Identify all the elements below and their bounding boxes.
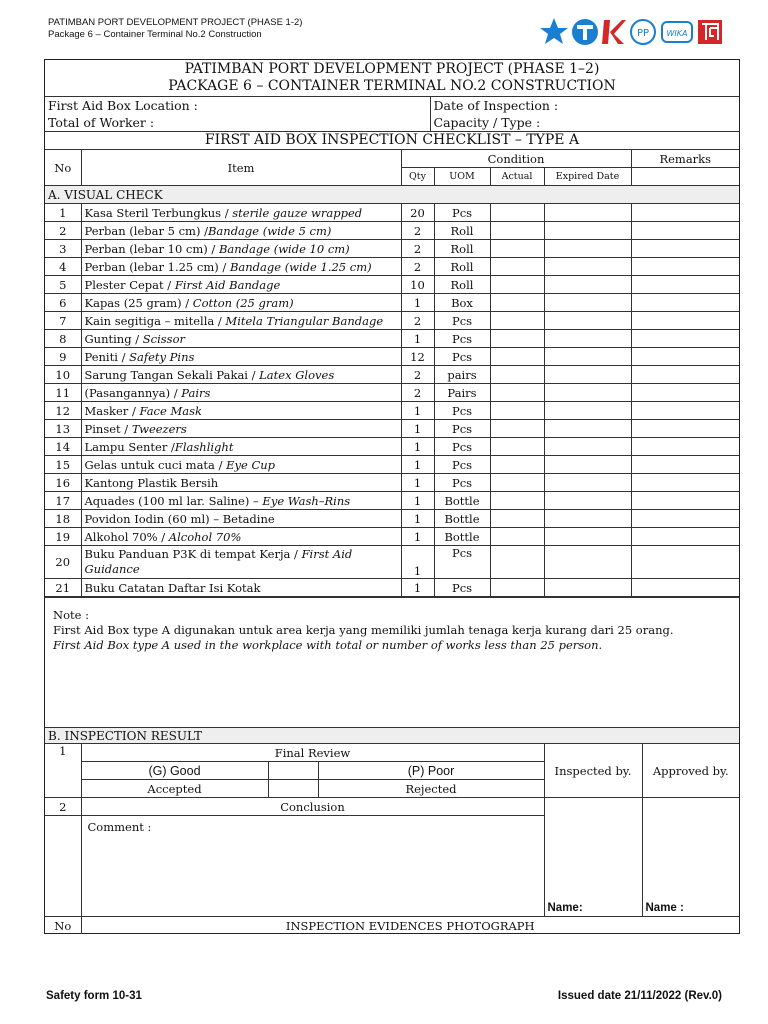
header-project: PATIMBAN PORT DEVELOPMENT PROJECT (PHASE 1-2) xyxy=(48,17,303,28)
row-uom: Pcs xyxy=(434,456,490,474)
row-qty: 2 xyxy=(401,312,434,330)
square-logo-icon xyxy=(698,20,722,44)
row-expired[interactable] xyxy=(544,294,631,312)
row-expired[interactable] xyxy=(544,330,631,348)
item-rows xyxy=(45,204,739,546)
note-english: First Aid Box type A used in the workplace with total or number of works less than 25 person. xyxy=(53,638,603,652)
row-qty: 12 xyxy=(401,348,434,366)
row-no: 14 xyxy=(45,438,81,456)
note-block xyxy=(45,597,739,727)
row-item: Perban (lebar 5 cm) /Bandage (wide 5 cm) xyxy=(81,222,401,240)
row-no: 8 xyxy=(45,330,81,348)
row-uom: Pcs xyxy=(434,348,490,366)
row-actual[interactable] xyxy=(490,366,544,384)
checklist-row xyxy=(45,204,739,222)
row-item: Peniti / Safety Pins xyxy=(81,348,401,366)
col-expired: Expired Date xyxy=(544,168,631,186)
col-uom: UOM xyxy=(434,168,490,186)
row-uom: Bottle xyxy=(434,510,490,528)
row-expired[interactable] xyxy=(544,402,631,420)
row-no: 4 xyxy=(45,258,81,276)
row-actual[interactable] xyxy=(490,438,544,456)
row-uom: Pcs xyxy=(434,312,490,330)
row-no: 6 xyxy=(45,294,81,312)
row-expired[interactable] xyxy=(544,222,631,240)
row-uom: Roll xyxy=(434,258,490,276)
row-no: 11 xyxy=(45,384,81,402)
row-actual[interactable] xyxy=(490,276,544,294)
row-21-item: Buku Catatan Daftar Isi Kotak xyxy=(81,579,401,597)
row-item: Lampu Senter /Flashlight xyxy=(81,438,401,456)
row-no: 17 xyxy=(45,492,81,510)
row-actual[interactable] xyxy=(490,222,544,240)
row-20-actual xyxy=(490,546,544,579)
row-actual[interactable] xyxy=(490,312,544,330)
row-item: Kain segitiga – mitella / Mitela Triangular Bandage xyxy=(81,312,401,330)
row-item: Pinset / Tweezers xyxy=(81,420,401,438)
row-qty: 1 xyxy=(401,420,434,438)
first-aid-location-label: First Aid Box Location : xyxy=(45,97,430,115)
total-worker-label: Total of Worker : xyxy=(45,114,430,132)
date-inspection-label: Date of Inspection : xyxy=(430,97,739,115)
row-uom: Pcs xyxy=(434,420,490,438)
row-actual[interactable] xyxy=(490,240,544,258)
row-qty: 2 xyxy=(401,240,434,258)
checklist-row xyxy=(45,402,739,420)
row-qty: 1 xyxy=(401,456,434,474)
row-qty: 20 xyxy=(401,204,434,222)
checklist-row xyxy=(45,294,739,312)
row-item: Kasa Steril Terbungkus / sterile gauze wrapped xyxy=(81,204,401,222)
row-no: 10 xyxy=(45,366,81,384)
row-expired[interactable] xyxy=(544,240,631,258)
star-logo-icon xyxy=(540,18,568,44)
checklist-row xyxy=(45,492,739,510)
rejected-label: Rejected xyxy=(318,780,544,798)
row-qty: 1 xyxy=(401,402,434,420)
note-indonesian: First Aid Box type A digunakan untuk area kerja yang memiliki jumlah tenaga kerja kurang dari 25 orang. xyxy=(53,623,674,637)
form-title: PATIMBAN PORT DEVELOPMENT PROJECT (PHASE 1–2) xyxy=(184,61,600,77)
row-actual[interactable] xyxy=(490,294,544,312)
row-remarks[interactable] xyxy=(631,330,739,348)
document-header xyxy=(48,17,302,41)
row-21-expired xyxy=(544,579,631,597)
row-actual[interactable] xyxy=(490,258,544,276)
row-no: 5 xyxy=(45,276,81,294)
row-expired[interactable] xyxy=(544,204,631,222)
pp-logo-icon xyxy=(631,20,655,44)
section-visual-check: A. VISUAL CHECK xyxy=(45,186,739,204)
row-21-qty: 1 xyxy=(401,579,434,597)
row-21-uom: Pcs xyxy=(434,579,490,597)
inspected-by-label: Inspected by. xyxy=(544,744,642,798)
header-package: Package 6 – Container Terminal No.2 Construction xyxy=(48,29,262,40)
row-remarks[interactable] xyxy=(631,456,739,474)
row-uom: Pairs xyxy=(434,384,490,402)
row-item: Plester Cepat / First Aid Bandage xyxy=(81,276,401,294)
row-item: Perban (lebar 10 cm) / Bandage (wide 10 cm) xyxy=(81,240,401,258)
row-qty: 1 xyxy=(401,294,434,312)
row-expired[interactable] xyxy=(544,420,631,438)
checklist-row xyxy=(45,348,739,366)
accepted-label: Accepted xyxy=(81,780,268,798)
footer-form-number: Safety form 10-31 xyxy=(46,990,142,1002)
row-no: 3 xyxy=(45,240,81,258)
row-21-no: 21 xyxy=(45,579,81,597)
row-no: 13 xyxy=(45,420,81,438)
checklist-row xyxy=(45,510,739,528)
row-remarks[interactable] xyxy=(631,420,739,438)
row-remarks[interactable] xyxy=(631,510,739,528)
col-item: Item xyxy=(81,150,401,186)
checklist-row xyxy=(45,330,739,348)
good-checkbox[interactable] xyxy=(268,762,318,780)
row-no: 12 xyxy=(45,402,81,420)
section-inspection-result: B. INSPECTION RESULT xyxy=(45,728,739,744)
row-remarks[interactable] xyxy=(631,474,739,492)
row-actual[interactable] xyxy=(490,528,544,546)
row-qty: 1 xyxy=(401,474,434,492)
row-actual[interactable] xyxy=(490,330,544,348)
row-remarks[interactable] xyxy=(631,492,739,510)
checklist-row xyxy=(45,474,739,492)
inspection-form xyxy=(44,59,740,934)
result-row-1-no: 1 xyxy=(45,744,81,798)
row-remarks[interactable] xyxy=(631,240,739,258)
row-qty: 2 xyxy=(401,258,434,276)
row-21-actual xyxy=(490,579,544,597)
row-expired[interactable] xyxy=(544,312,631,330)
row-remarks[interactable] xyxy=(631,528,739,546)
svg-text:WIKA: WIKA xyxy=(666,29,688,38)
checklist-row xyxy=(45,456,739,474)
row-item: Sarung Tangan Sekali Pakai / Latex Gloves xyxy=(81,366,401,384)
row-no: 15 xyxy=(45,456,81,474)
row-20-uom: Pcs xyxy=(434,546,490,579)
row-item: Masker / Face Mask xyxy=(81,402,401,420)
wika-logo-icon xyxy=(662,22,692,42)
row-actual[interactable] xyxy=(490,384,544,402)
footer-issued-date: Issued date 21/11/2022 (Rev.0) xyxy=(557,990,722,1002)
row-21-remarks xyxy=(631,579,739,597)
row-qty: 10 xyxy=(401,276,434,294)
row-qty: 1 xyxy=(401,438,434,456)
checklist-row xyxy=(45,258,739,276)
row-item: Aquades (100 ml lar. Saline) – Eye Wash–Rins xyxy=(81,492,401,510)
row-expired[interactable] xyxy=(544,258,631,276)
result-table xyxy=(45,727,739,934)
row-uom: Pcs xyxy=(434,402,490,420)
approved-by-label: Approved by. xyxy=(642,744,739,798)
row-item: Povidon Iodin (60 ml) – Betadine xyxy=(81,510,401,528)
row-20-no: 20 xyxy=(45,546,81,579)
row-uom: Pcs xyxy=(434,438,490,456)
col-qty: Qty xyxy=(401,168,434,186)
row-qty: 2 xyxy=(401,366,434,384)
row-actual[interactable] xyxy=(490,204,544,222)
remarks-sub xyxy=(631,168,739,186)
checklist-row xyxy=(45,222,739,240)
poor-option: (P) Poor xyxy=(318,762,544,780)
row-uom: Roll xyxy=(434,240,490,258)
row-item: Alkohol 70% / Alcohol 70% xyxy=(81,528,401,546)
capacity-type-label: Capacity / Type : xyxy=(430,114,739,132)
row-expired[interactable] xyxy=(544,474,631,492)
row-actual[interactable] xyxy=(490,492,544,510)
row-qty: 1 xyxy=(401,492,434,510)
row-uom: Roll xyxy=(434,222,490,240)
row-uom: Pcs xyxy=(434,204,490,222)
row-remarks[interactable] xyxy=(631,222,739,240)
row-20-remarks xyxy=(631,546,739,579)
form-subtitle: PACKAGE 6 – CONTAINER TERMINAL NO.2 CONSTRUCTION xyxy=(168,78,616,94)
row-20-qty: 1 xyxy=(401,546,434,579)
row-remarks[interactable] xyxy=(631,258,739,276)
row-remarks[interactable] xyxy=(631,384,739,402)
row-no: 16 xyxy=(45,474,81,492)
row-qty: 2 xyxy=(401,384,434,402)
approver-name-field[interactable]: Name : xyxy=(642,798,739,917)
checklist-row xyxy=(45,438,739,456)
row-qty: 2 xyxy=(401,222,434,240)
row-qty: 1 xyxy=(401,528,434,546)
row-actual[interactable] xyxy=(490,456,544,474)
row-expired[interactable] xyxy=(544,510,631,528)
comment-no-cell xyxy=(45,816,81,917)
conclusion-label: Conclusion xyxy=(81,798,544,816)
row-uom: Pcs xyxy=(434,330,490,348)
row-expired[interactable] xyxy=(544,456,631,474)
row-uom: Roll xyxy=(434,276,490,294)
row-actual[interactable] xyxy=(490,402,544,420)
row-remarks[interactable] xyxy=(631,312,739,330)
row-no: 2 xyxy=(45,222,81,240)
row-uom: pairs xyxy=(434,366,490,384)
row-qty: 1 xyxy=(401,330,434,348)
row-no: 1 xyxy=(45,204,81,222)
row-20-item: Buku Panduan P3K di tempat Kerja / First Aid Guidance xyxy=(81,546,401,579)
row-20-expired xyxy=(544,546,631,579)
col-condition: Condition xyxy=(401,150,631,168)
evidence-no: No xyxy=(45,917,81,935)
checklist-row xyxy=(45,366,739,384)
checklist-table xyxy=(45,149,739,597)
col-remarks: Remarks xyxy=(631,150,739,168)
col-no: No xyxy=(45,150,81,186)
row-no: 7 xyxy=(45,312,81,330)
row-expired[interactable] xyxy=(544,528,631,546)
row-item: Gelas untuk cuci mata / Eye Cup xyxy=(81,456,401,474)
row-expired[interactable] xyxy=(544,384,631,402)
comment-field[interactable]: Comment : xyxy=(81,816,544,917)
form-header-table xyxy=(45,60,739,149)
t-logo-icon xyxy=(572,19,598,45)
row-expired[interactable] xyxy=(544,348,631,366)
result-row-2-no: 2 xyxy=(45,798,81,816)
good-option: (G) Good xyxy=(81,762,268,780)
checklist-row xyxy=(45,312,739,330)
row-uom: Pcs xyxy=(434,474,490,492)
row-qty: 1 xyxy=(401,510,434,528)
row-expired[interactable] xyxy=(544,366,631,384)
row-uom: Bottle xyxy=(434,528,490,546)
row-item: Kapas (25 gram) / Cotton (25 gram) xyxy=(81,294,401,312)
row-item: Perban (lebar 1.25 cm) / Bandage (wide 1.25 cm) xyxy=(81,258,401,276)
row-expired[interactable] xyxy=(544,438,631,456)
row-expired[interactable] xyxy=(544,492,631,510)
row-actual[interactable] xyxy=(490,510,544,528)
row-remarks[interactable] xyxy=(631,276,739,294)
evidence-title: INSPECTION EVIDENCES PHOTOGRAPH xyxy=(81,917,739,935)
checklist-row xyxy=(45,420,739,438)
row-remarks[interactable] xyxy=(631,294,739,312)
row-remarks[interactable] xyxy=(631,438,739,456)
row-actual[interactable] xyxy=(490,474,544,492)
row-no: 18 xyxy=(45,510,81,528)
checklist-row xyxy=(45,528,739,546)
svg-text:PP: PP xyxy=(636,28,650,39)
row-remarks[interactable] xyxy=(631,204,739,222)
inspector-name-field[interactable]: Name: xyxy=(544,798,642,917)
checklist-row xyxy=(45,276,739,294)
row-uom: Box xyxy=(434,294,490,312)
checklist-row xyxy=(45,384,739,402)
k-logo-icon xyxy=(602,20,626,44)
row-uom: Bottle xyxy=(434,492,490,510)
row-no: 19 xyxy=(45,528,81,546)
row-no: 9 xyxy=(45,348,81,366)
row-expired[interactable] xyxy=(544,276,631,294)
row-remarks[interactable] xyxy=(631,348,739,366)
note-label: Note : xyxy=(53,608,89,622)
row-actual[interactable] xyxy=(490,420,544,438)
company-logos xyxy=(540,16,725,48)
final-review-label: Final Review xyxy=(81,744,544,762)
checklist-title: FIRST AID BOX INSPECTION CHECKLIST – TYPE A xyxy=(204,132,580,148)
row-item: Kantong Plastik Bersih xyxy=(81,474,401,492)
accepted-blank xyxy=(268,780,318,798)
col-actual: Actual xyxy=(490,168,544,186)
row-item: (Pasangannya) / Pairs xyxy=(81,384,401,402)
row-actual[interactable] xyxy=(490,348,544,366)
checklist-row xyxy=(45,240,739,258)
row-remarks[interactable] xyxy=(631,366,739,384)
row-item: Gunting / Scissor xyxy=(81,330,401,348)
row-remarks[interactable] xyxy=(631,402,739,420)
